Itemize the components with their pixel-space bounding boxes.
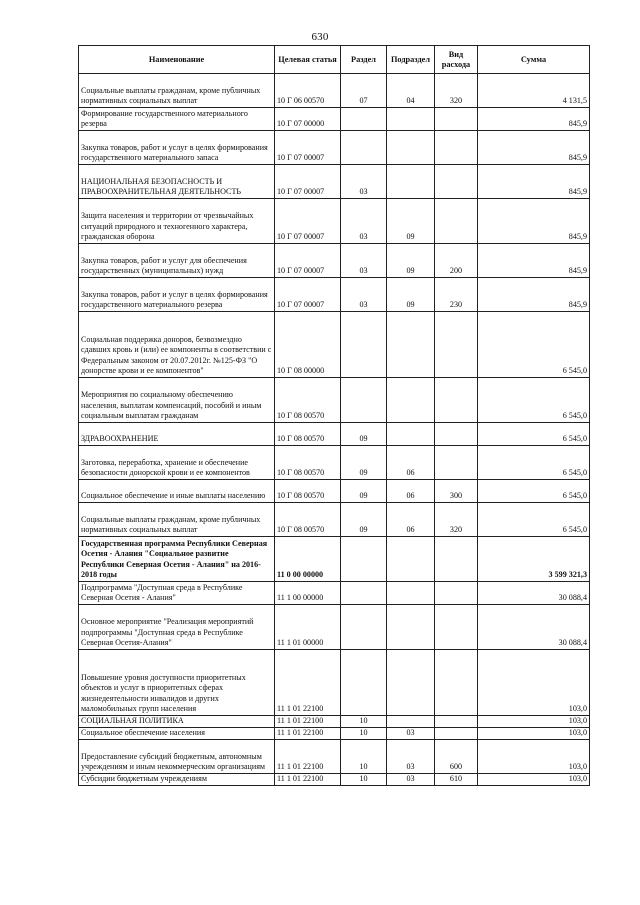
- cell-article: 10 Г 07 00000: [275, 108, 341, 131]
- cell-type: 320: [435, 503, 478, 537]
- cell-sum: 103,0: [478, 650, 590, 716]
- cell-type: 320: [435, 74, 478, 108]
- cell-section: 09: [341, 480, 387, 503]
- table-row: [79, 165, 590, 199]
- cell-section: 09: [341, 446, 387, 480]
- cell-section: 09: [341, 503, 387, 537]
- cell-sum: 845,9: [478, 165, 590, 199]
- header-sum: Сумма: [478, 46, 590, 74]
- cell-subsection: 06: [387, 480, 435, 503]
- cell-type: [435, 199, 478, 244]
- cell-sum: 6 545,0: [478, 446, 590, 480]
- cell-name: Заготовка, переработка, хранение и обеспечение безопасности донорской крови и ее компонентов: [79, 446, 275, 480]
- table-row: [79, 244, 590, 278]
- cell-article: 11 1 01 00000: [275, 605, 341, 650]
- cell-article: 11 1 01 22100: [275, 774, 341, 786]
- cell-type: [435, 131, 478, 165]
- cell-name: Основное мероприятие "Реализация мероприятий подпрограммы "Доступная среда в Республике Северная Осетия-Алания": [79, 605, 275, 650]
- cell-subsection: 04: [387, 74, 435, 108]
- table-row: [79, 716, 590, 728]
- cell-type: [435, 605, 478, 650]
- cell-section: 03: [341, 199, 387, 244]
- table-row: [79, 728, 590, 740]
- table-row: [79, 537, 590, 582]
- cell-sum: 845,9: [478, 278, 590, 312]
- table-row: [79, 378, 590, 423]
- cell-subsection: [387, 716, 435, 728]
- cell-type: [435, 716, 478, 728]
- cell-section: [341, 131, 387, 165]
- header-row: [79, 46, 590, 74]
- table-row: [79, 446, 590, 480]
- cell-article: 11 1 01 22100: [275, 740, 341, 774]
- cell-type: [435, 650, 478, 716]
- cell-sum: 6 545,0: [478, 378, 590, 423]
- cell-article: 10 Г 08 00570: [275, 423, 341, 446]
- cell-type: [435, 108, 478, 131]
- table-row: [79, 582, 590, 605]
- cell-article: 10 Г 07 00007: [275, 199, 341, 244]
- table-row: [79, 108, 590, 131]
- cell-name: ЗДРАВООХРАНЕНИЕ: [79, 423, 275, 446]
- cell-section: [341, 537, 387, 582]
- cell-type: 230: [435, 278, 478, 312]
- cell-article: 11 1 01 22100: [275, 650, 341, 716]
- table-row: [79, 480, 590, 503]
- cell-subsection: 09: [387, 278, 435, 312]
- table-row: [79, 423, 590, 446]
- cell-subsection: [387, 605, 435, 650]
- cell-subsection: 06: [387, 503, 435, 537]
- cell-sum: 103,0: [478, 740, 590, 774]
- cell-section: [341, 605, 387, 650]
- cell-name: Закупка товаров, работ и услуг для обеспечения государственных (муниципальных) нужд: [79, 244, 275, 278]
- cell-type: [435, 582, 478, 605]
- cell-subsection: 03: [387, 740, 435, 774]
- cell-section: [341, 378, 387, 423]
- cell-subsection: [387, 650, 435, 716]
- cell-sum: 6 545,0: [478, 480, 590, 503]
- cell-sum: 3 599 321,3: [478, 537, 590, 582]
- cell-subsection: [387, 108, 435, 131]
- cell-type: [435, 378, 478, 423]
- cell-section: 09: [341, 423, 387, 446]
- cell-sum: 6 545,0: [478, 312, 590, 378]
- cell-subsection: [387, 537, 435, 582]
- cell-article: 10 Г 07 00007: [275, 165, 341, 199]
- cell-name: НАЦИОНАЛЬНАЯ БЕЗОПАСНОСТЬ И ПРАВООХРАНИТЕЛЬНАЯ ДЕЯТЕЛЬНОСТЬ: [79, 165, 275, 199]
- cell-sum: 103,0: [478, 728, 590, 740]
- cell-name: Социальные выплаты гражданам, кроме публичных нормативных социальных выплат: [79, 74, 275, 108]
- table-row: [79, 278, 590, 312]
- cell-sum: 845,9: [478, 108, 590, 131]
- cell-subsection: 06: [387, 446, 435, 480]
- cell-sum: 845,9: [478, 131, 590, 165]
- cell-section: 10: [341, 740, 387, 774]
- cell-subsection: 09: [387, 199, 435, 244]
- cell-article: 10 Г 07 00007: [275, 131, 341, 165]
- cell-article: 11 1 00 00000: [275, 582, 341, 605]
- cell-subsection: [387, 582, 435, 605]
- cell-sum: 103,0: [478, 774, 590, 786]
- table-row: [79, 74, 590, 108]
- table-row: [79, 774, 590, 786]
- cell-article: 10 Г 08 00570: [275, 378, 341, 423]
- header-subsection: Подраздел: [387, 46, 435, 74]
- cell-subsection: 03: [387, 728, 435, 740]
- cell-type: 300: [435, 480, 478, 503]
- cell-type: [435, 446, 478, 480]
- budget-table: [78, 45, 590, 786]
- cell-type: [435, 165, 478, 199]
- cell-name: Социальное обеспечение и иные выплаты населению: [79, 480, 275, 503]
- cell-section: 10: [341, 728, 387, 740]
- cell-section: [341, 650, 387, 716]
- cell-name: Закупка товаров, работ и услуг в целях формирования государственного материального резерва: [79, 278, 275, 312]
- cell-name: Субсидии бюджетным учреждениям: [79, 774, 275, 786]
- page-number: 630: [311, 31, 329, 43]
- cell-name: СОЦИАЛЬНАЯ ПОЛИТИКА: [79, 716, 275, 728]
- cell-section: 07: [341, 74, 387, 108]
- table-body: [79, 74, 590, 786]
- cell-name: Социальное обеспечение населения: [79, 728, 275, 740]
- table-row: [79, 503, 590, 537]
- cell-section: 10: [341, 716, 387, 728]
- cell-section: [341, 312, 387, 378]
- table-row: [79, 199, 590, 244]
- cell-subsection: 03: [387, 774, 435, 786]
- cell-type: [435, 728, 478, 740]
- cell-name: Мероприятия по социальному обеспечению населения, выплатам компенсаций, пособий и иным социальным выплатам гражданам: [79, 378, 275, 423]
- cell-subsection: [387, 131, 435, 165]
- cell-sum: 30 088,4: [478, 582, 590, 605]
- cell-sum: 6 545,0: [478, 423, 590, 446]
- table-row: [79, 650, 590, 716]
- table-row: [79, 312, 590, 378]
- cell-article: 10 Г 07 00007: [275, 278, 341, 312]
- header-section: Раздел: [341, 46, 387, 74]
- cell-type: [435, 312, 478, 378]
- cell-article: 10 Г 07 00007: [275, 244, 341, 278]
- cell-subsection: [387, 423, 435, 446]
- cell-name: Социальные выплаты гражданам, кроме публичных нормативных социальных выплат: [79, 503, 275, 537]
- cell-name: Предоставление субсидий бюджетным, автономным учреждениям и иным некоммерческим организациям: [79, 740, 275, 774]
- cell-subsection: [387, 165, 435, 199]
- cell-article: 10 Г 08 00570: [275, 446, 341, 480]
- cell-sum: 30 088,4: [478, 605, 590, 650]
- cell-subsection: [387, 378, 435, 423]
- cell-article: 11 1 01 22100: [275, 716, 341, 728]
- cell-sum: 103,0: [478, 716, 590, 728]
- header-type: Вид расхода: [435, 46, 478, 74]
- cell-name: Защита населения и территории от чрезвычайных ситуаций природного и техногенного характера, гражданская оборона: [79, 199, 275, 244]
- cell-name: Подпрограмма "Доступная среда в Республике Северная Осетия - Алания": [79, 582, 275, 605]
- header-name: Наименование: [79, 46, 275, 74]
- cell-article: 11 0 00 00000: [275, 537, 341, 582]
- cell-article: 10 Г 08 00000: [275, 312, 341, 378]
- cell-section: [341, 582, 387, 605]
- cell-section: 03: [341, 244, 387, 278]
- cell-article: 10 Г 08 00570: [275, 503, 341, 537]
- cell-name: Социальная поддержка доноров, безвозмездно сдавших кровь и (или) ее компоненты в соответствии с Федеральным законом от 20.07.2012г. №125-ФЗ "О донорстве крови и ее компонентов": [79, 312, 275, 378]
- cell-name: Формирование государственного материального резерва: [79, 108, 275, 131]
- cell-name: Государственная программа Республики Северная Осетия - Алания "Социальное развитие Республики Северная Осетия - Алания" на 2016-2018 годы: [79, 537, 275, 582]
- header-article: Целевая статья: [275, 46, 341, 74]
- cell-sum: 845,9: [478, 244, 590, 278]
- cell-sum: 845,9: [478, 199, 590, 244]
- cell-article: 10 Г 06 00570: [275, 74, 341, 108]
- table-row: [79, 740, 590, 774]
- cell-sum: 6 545,0: [478, 503, 590, 537]
- cell-section: 03: [341, 165, 387, 199]
- cell-type: [435, 423, 478, 446]
- cell-name: Закупка товаров, работ и услуг в целях формирования государственного материального запаса: [79, 131, 275, 165]
- cell-name: Повышение уровня доступности приоритетных объектов и услуг в приоритетных сферах жизнедеятельности инвалидов и других маломобильных групп населения: [79, 650, 275, 716]
- table-row: [79, 131, 590, 165]
- cell-type: 600: [435, 740, 478, 774]
- cell-section: [341, 108, 387, 131]
- cell-type: [435, 537, 478, 582]
- cell-type: 200: [435, 244, 478, 278]
- cell-article: 11 1 01 22100: [275, 728, 341, 740]
- cell-sum: 4 131,5: [478, 74, 590, 108]
- cell-section: 03: [341, 278, 387, 312]
- cell-type: 610: [435, 774, 478, 786]
- cell-subsection: 09: [387, 244, 435, 278]
- cell-subsection: [387, 312, 435, 378]
- table-row: [79, 605, 590, 650]
- cell-section: 10: [341, 774, 387, 786]
- cell-article: 10 Г 08 00570: [275, 480, 341, 503]
